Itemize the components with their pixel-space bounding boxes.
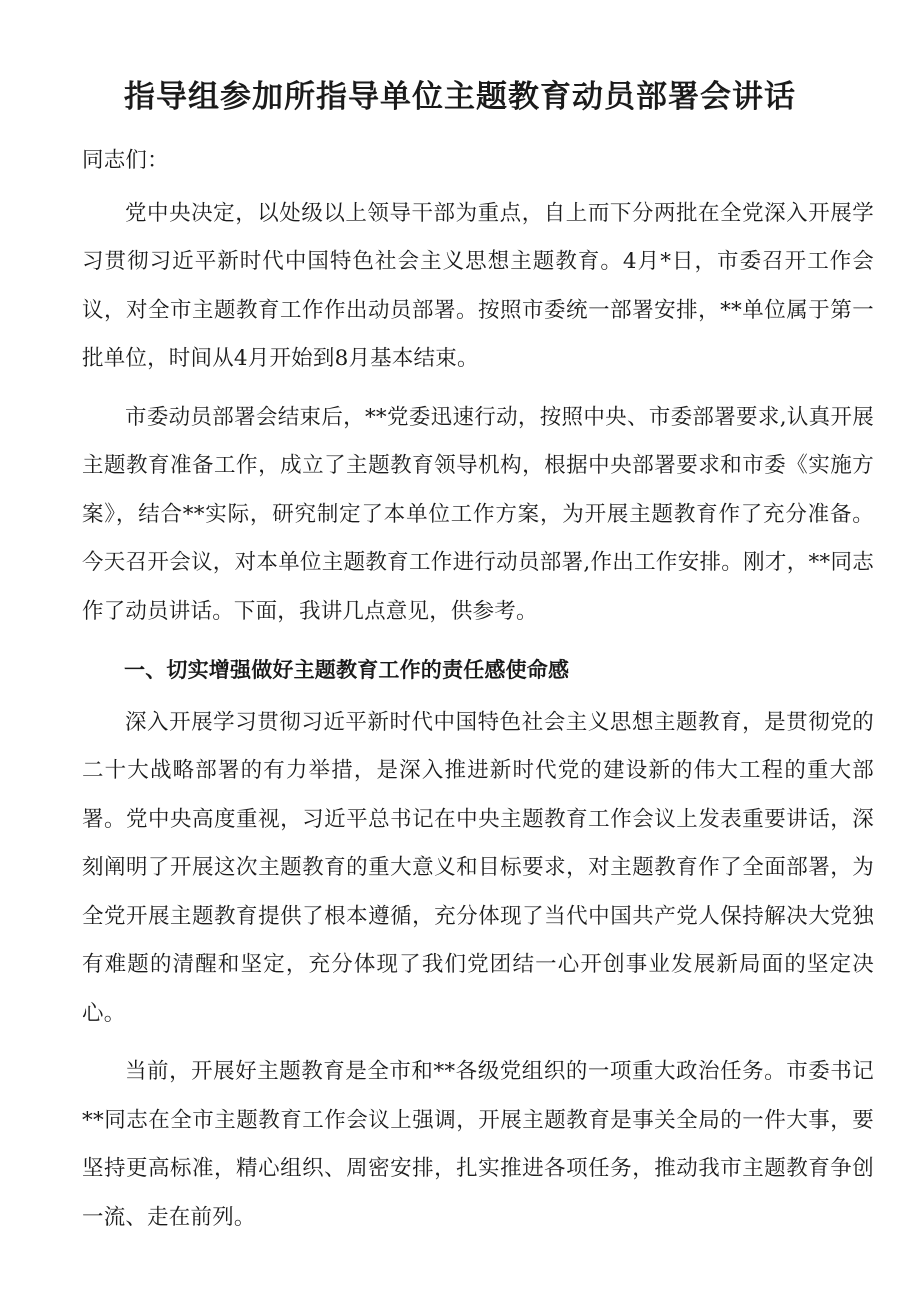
section-heading-1: 一、切实增强做好主题教育工作的责任感使命感 — [124, 658, 570, 682]
document-title: 指导组参加所指导单位主题教育动员部署会讲话 — [124, 79, 796, 115]
paragraph-current-task: 当前，开展好主题教育是全市和**各级党组织的一项重大政治任务。市委书记**同志在全市主题教育工作会议上强调，开展主题教育是事关全局的一件大事，要坚持更高标准，精心组织、周密安排，扎实推进各项任务，推动我市主题教育争创一流、走在前列。 — [82, 1059, 874, 1230]
paragraph-significance: 深入开展学习贯彻习近平新时代中国特色社会主义思想主题教育，是贯彻党的二十大战略部署的有力举措，是深入推进新时代党的建设新的伟大工程的重大部署。党中央高度重视，习近平总书记在中央主题教育工作会议上发表重要讲话，深刻阐明了开展这次主题教育的重大意义和目标要求，对主题教育作了全面部署，为全党开展主题教育提供了根本遵循，充分体现了当代中国共产党人保持解决大党独有难题的清醒和坚定，充分体现了我们党团结一心开创事业发展新局面的坚定决心。 — [82, 709, 874, 1026]
paragraph-preparation: 市委动员部署会结束后，**党委迅速行动，按照中央、市委部署要求,认真开展主题教育准备工作，成立了主题教育领导机构，根据中央部署要求和市委《实施方案》，结合**实际，研究制定了本单位工作方案，为开展主题教育作了充分准备。今天召开会议，对本单位主题教育工作进行动员部署,作出工作安排。刚才，**同志作了动员讲话。下面，我讲几点意见，供参考。 — [82, 404, 874, 624]
document-body — [82, 137, 874, 1252]
salutation: 同志们： — [82, 148, 169, 173]
paragraph-intro: 党中央决定，以处级以上领导干部为重点，自上而下分两批在全党深入开展学习贯彻习近平新时代中国特色社会主义思想主题教育。4月*日，市委召开工作会议，对全市主题教育工作作出动员部署。按照市委统一部署安排，**单位属于第一批单位，时间从4月开始到8月基本结束。 — [82, 200, 874, 371]
